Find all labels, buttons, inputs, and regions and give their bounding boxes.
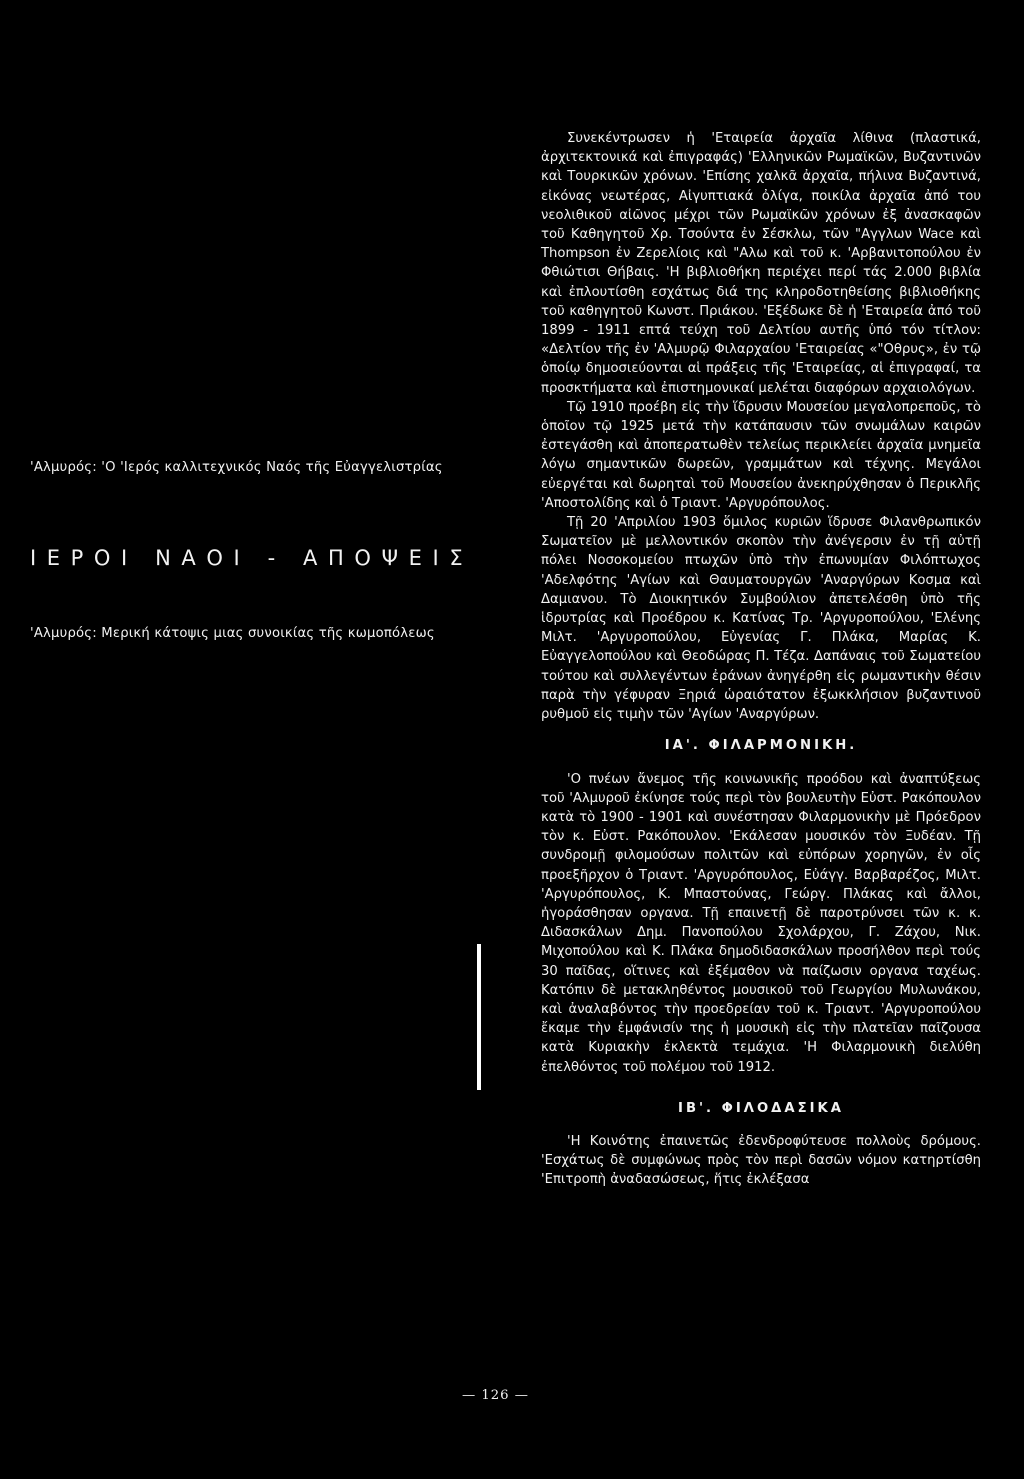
caption-bottom: 'Αλμυρός: Μερική κάτοψις μιας συνοικίας τῆς κωμοπόλεως — [30, 626, 435, 641]
paragraph: Τῇ 20 'Απριλίου 1903 ὅμιλος κυριῶν ἵδρυσε Φιλανθρωπικόν Σωματεῖον μὲ μελλοντικόν σκοπὸν τὴν ἀνέγερσιν ἐν τῇ αὐτῇ πόλει Νοσοκομείου πτωχῶν ὑπὸ τὴν ἐπωνυμίαν Φιλόπτωχος 'Αδελφότης 'Αγίων καὶ Θαυματουργῶν 'Αναργύρων Κοσμα καὶ Δαμιανου. Τὸ Διοικητικόν Συμβούλιον ἀπετελέσθη ὑπὸ τῆς ἱδρυτρίας καὶ Προέδρου κ. Κατίνας Τρ. 'Αργυροπούλου, 'Ελένης Μιλτ. 'Αργυροπούλου, Εὐγενίας Γ. Πλάκα, Μαρίας Κ. Εὐαγγελοπούλου καὶ Θεοδώρας Π. Τέζα. Δαπάναις τοῦ Σωματείου τούτου καὶ συλλεγέντων ἐράνων ἀνηγέρθη εἰς ρωμαντικὴν θέσιν παρὰ τὴν γέφυραν Ξηριά ὡραιότατον ἐξωκκλήσιον βυζαντινοῦ ρυθμοῦ εἰς τιμὴν τῶν 'Αγίων 'Αναργύρων. — [541, 515, 981, 723]
paragraph: 'Ο πνέων ἄνεμος τῆς κοινωνικῆς προόδου καὶ ἀναπτύξεως τοῦ 'Αλμυροῦ ἐκίνησε τούς περὶ τὸν βουλευτὴν Εὐστ. Ρακόπουλον κατὰ τὸ 1900 - 1901 καὶ συνέστησαν Φιλαρμονικὴν μὲ Πρόεδρον τὸν κ. Εὐστ. Ρακόπουλον. 'Εκάλεσαν μουσικόν τὸν Ξυδέαν. Τῇ συνδρομῇ φιλομούσων πολιτῶν καὶ εὐπόρων χορηγῶν, ἐν οἷς προεξῆρχον ὁ Τριαντ. 'Αργυρόπουλος, Εὐάγγ. Βαρβαρέζος, Μιλτ. 'Αργυρόπουλος, Κ. Μπαστούνας, Γεώργ. Πλάκας καὶ ἄλλοι, ἠγοράσθησαν οργανα. Τῇ επαινετῇ δὲ παροτρύνσει τῶν κ. κ. Διδασκάλων Δημ. Πανοπούλου Σχολάρχου, Γ. Ζάχου, Νικ. Μιχοπούλου καὶ Κ. Πλάκα δημοδιδασκάλων προσήλθον περὶ τούς 30 παῖδας, οἵτινες καὶ ἐξέμαθον νὰ παίζωσιν οργανα ταχέως. Κατόπιν δὲ μετακληθέντος μουσικοῦ τοῦ Γεωργίου Μυλωνάκου, καὶ ἀναλαβόντος τὴν προεδρείαν τοῦ κ. Τριαντ. 'Αργυροπούλου ἔκαμε τὴν ἐμφάνισίν της ἡ μουσικὴ εἰς τὴν πλατεῖαν παῖζουσα κατὰ Κυριακὴν ἐκλεκτὰ τεμάχια. 'Η Φιλαρμονικὴ διελύθη ἐπελθόντος τοῦ πολέμου τοῦ 1912. — [541, 771, 981, 1075]
vertical-rule — [477, 944, 481, 1090]
heading-filodasika: ΙΒ'. ΦΙΛΟΔΑΣΙΚΑ — [678, 1100, 844, 1116]
paragraph: 'Η Κοινότης ἐπαινετῶς ἐδενδροφύτευσε πολλοὺς δρόμους. 'Εσχάτως δὲ συμφώνως πρὸς τὸν περὶ δασῶν νόμον κατηρτίσθη 'Επιτροπὴ ἀναδασώσεως, ἥτις ἐκλέξασα — [541, 1133, 981, 1188]
caption-top: 'Αλμυρός: 'Ο 'Ιερός καλλιτεχνικός Ναός τῆς Εὐαγγελιστρίας — [30, 460, 443, 475]
page-number: — 126 — — [462, 1388, 529, 1403]
paragraph: Τῷ 1910 προέβη εἰς τὴν ἵδρυσιν Μουσείου μεγαλοπρεποῦς, τὸ ὁποῖον τῷ 1925 μετά τὴν κατάπαυσιν τῶν σνωμάλων καιρῶν ἐστεγάσθη καὶ ἀποπερατωθὲν τελείως περικλείει ἀρχαῖα μνημεῖα λόγω σημαντικῶν δωρεῶν, γραμμάτων καὶ τέχνης. Μεγάλοι εὐεργέται καὶ δωρηταὶ τοῦ Μουσείου ἀνεκηρύχθησαν ὁ Περικλῆς 'Αποστολίδης καὶ ὁ Τριαντ. 'Αργυρόπουλος. — [541, 399, 981, 511]
section-title: ΙΕΡΟΙ ΝΑΟΙ - ΑΠΟΨΕΙΣ — [30, 546, 474, 570]
heading-filarmoniki: ΙΑ'. ΦΙΛΑΡΜΟΝΙΚΗ. — [664, 738, 858, 754]
paragraph: Συνεκέντρωσεν ἡ 'Εταιρεία ἀρχαῖα λίθινα (πλαστικά, ἀρχιτεκτονικά καὶ ἐπιγραφάς) 'Ελληνικῶν Ρωμαϊκῶν, Βυζαντινῶν καὶ Τουρκικῶν χρόνων. 'Επίσης χαλκᾶ ἀρχαῖα, πήλινα Βυζαντινά, εἰκόνας νεωτέρας, Αἰγυπτιακά ὀλίγα, ποικίλα ἀρχαῖα ἀπό του νεολιθικοῦ αἰῶνος μέχρι τῶν Ρωμαϊκῶν χρόνων ἐξ ἀνασκαφῶν τοῦ Καθηγητοῦ Χρ. Τσούντα ἐν Σέσκλω, τῶν "Αγγλων Wace καὶ Thompson ἐν Ζερελίοις καὶ "Αλω καὶ τοῦ κ. 'Αρβανιτοπούλου ἐν Φθιώτισι Θήβαις. 'Η βιβλιοθήκη περιέχει περί τάς 2.000 βιβλία καὶ ἐπλουτίσθη εσχάτως διά της κληροδοτηθείσης βιβλιοθήκης τοῦ καθηγητοῦ Κωνστ. Πριάκου. 'Εξέδωκε δὲ ἡ 'Εταιρεία ἀπό τοῦ 1899 - 1911 επτά τεύχη τοῦ Δελτίου αυτῆς ὑπό τόν τίτλον: «Δελτίον τῆς ἐν 'Αλμυρῷ Φιλαρχαίου 'Εταιρείας «"Οθρυς», ἐν τῷ ὁποίῳ δημοσιεύονται αἱ πράξεις τῆς 'Εταιρείας, αἱ ἐπιγραφαί, τα προσκτήματα καὶ ἐπιστημονικαί μελέται διαφόρων αρχαιολόγων. — [541, 131, 981, 396]
text-column — [541, 129, 981, 1190]
